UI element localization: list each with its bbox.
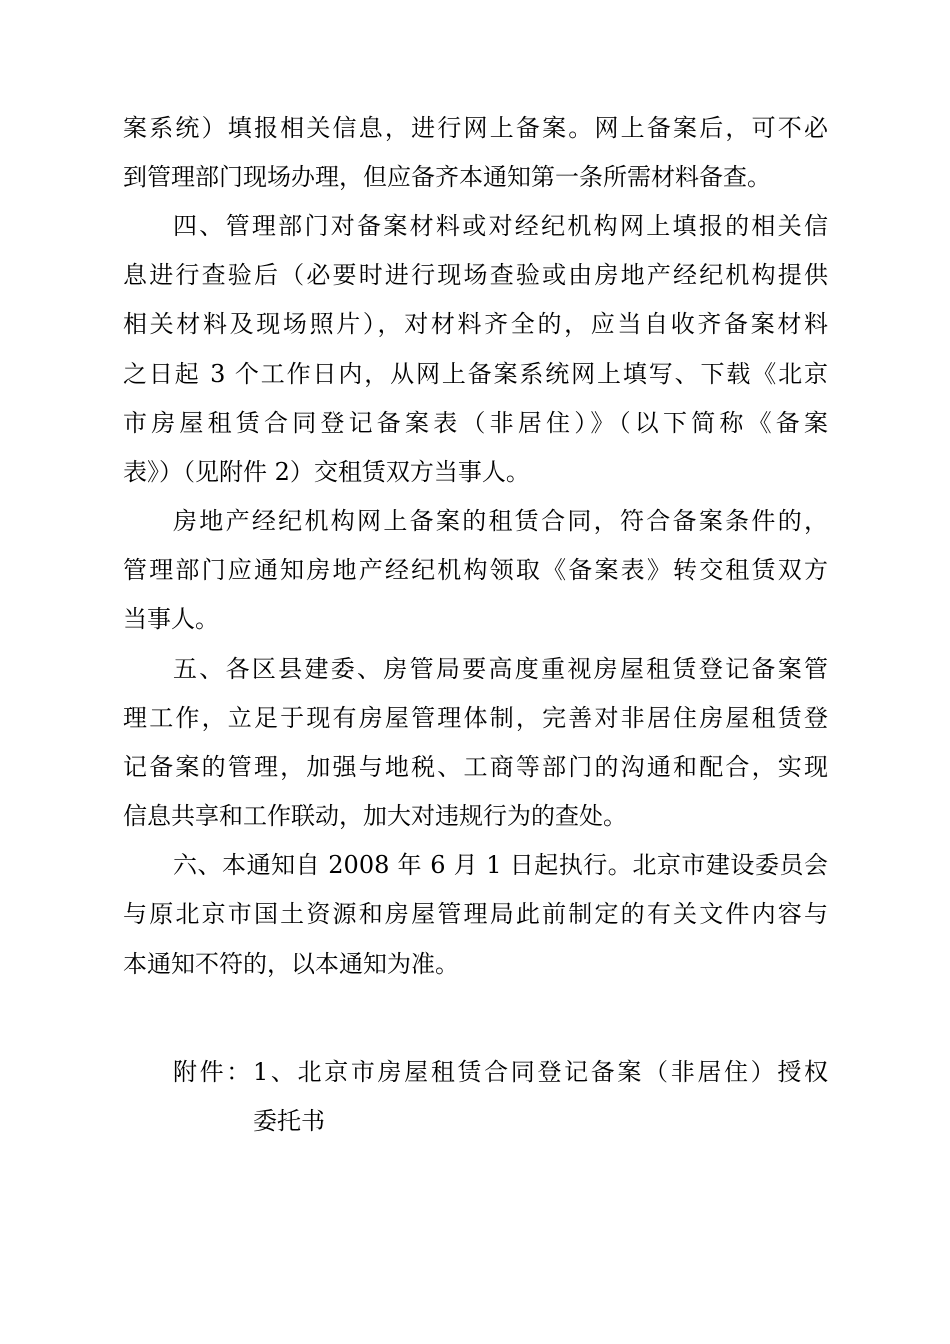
paragraph-line: 与原北京市国土资源和房屋管理局此前制定的有关文件内容与	[123, 900, 828, 928]
paragraph-line: 息进行查验后（必要时进行现场查验或由房地产经纪机构提供	[123, 261, 828, 289]
paragraph-line: 六、本通知自 2008 年 6 月 1 日起执行。北京市建设委员会	[173, 851, 828, 879]
paragraph-line: 市房屋租赁合同登记备案表（非居住）》（以下简称《备案	[123, 409, 828, 437]
paragraph-line: 管理部门应通知房地产经纪机构领取《备案表》转交租赁双方	[123, 556, 828, 584]
paragraph-line: 信息共享和工作联动，加大对违规行为的查处。	[123, 802, 627, 830]
attachment-line-continued: 委托书	[253, 1107, 325, 1135]
paragraph-line: 案系统）填报相关信息，进行网上备案。网上备案后，可不必	[123, 114, 828, 142]
paragraph-line: 本通知不符的，以本通知为准。	[123, 950, 459, 978]
paragraph-line: 表》）（见附件 2）交租赁双方当事人。	[123, 458, 530, 486]
paragraph-line: 理工作，立足于现有房屋管理体制，完善对非居住房屋租赁登	[123, 704, 828, 732]
paragraph-line: 五、各区县建委、房管局要高度重视房屋租赁登记备案管	[173, 655, 828, 683]
attachment-line: 附件：1、北京市房屋租赁合同登记备案（非居住）授权	[173, 1058, 828, 1086]
paragraph-line: 四、管理部门对备案材料或对经纪机构网上填报的相关信	[173, 212, 828, 240]
paragraph-line: 当事人。	[123, 605, 219, 633]
paragraph-line: 相关材料及现场照片），对材料齐全的，应当自收齐备案材料	[123, 310, 828, 338]
paragraph-line: 房地产经纪机构网上备案的租赁合同，符合备案条件的，	[173, 507, 828, 535]
paragraph-line: 记备案的管理，加强与地税、工商等部门的沟通和配合，实现	[123, 753, 828, 781]
paragraph-line: 之日起 3 个工作日内，从网上备案系统网上填写、下载《北京	[123, 360, 828, 388]
paragraph-line: 到管理部门现场办理，但应备齐本通知第一条所需材料备查。	[123, 163, 771, 191]
